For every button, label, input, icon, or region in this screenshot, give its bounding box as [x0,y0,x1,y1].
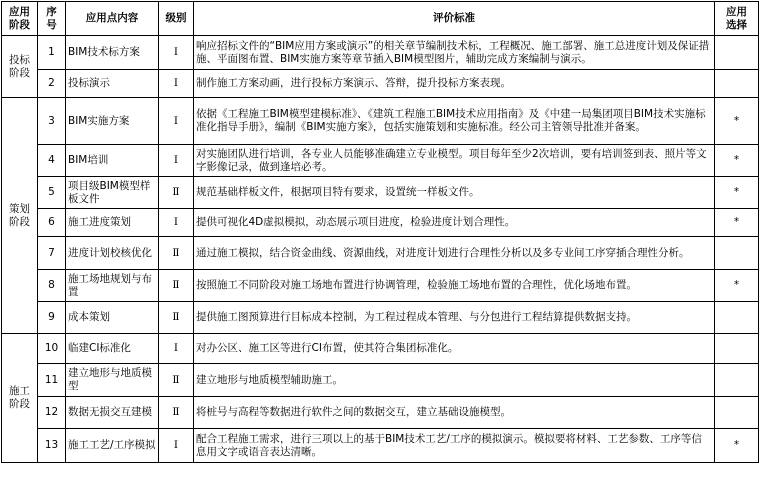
row-content: BIM技术标方案 [66,36,159,70]
row-grade: Ⅰ [159,36,194,70]
table-row [2,209,759,237]
row-content: 数据无损交互建模 [66,397,159,429]
table-row [2,397,759,429]
table-row [2,237,759,270]
row-content: 进度计划校核优化 [66,237,159,270]
table-row [2,36,759,70]
row-select [715,302,759,334]
row-criteria: 将桩号与高程等数据进行软件之间的数据交互，建立基础设施模型。 [194,397,715,429]
header-criteria: 评价标准 [194,2,715,36]
row-grade: Ⅱ [159,270,194,302]
row-criteria: 对实施团队进行培训，各专业人员能够准确建立专业模型。项目每年至少2次培训，要有培训签到表、照片等文字影像记录，做到逢培必考。 [194,145,715,177]
header-row [2,2,759,36]
row-no: 9 [38,302,66,334]
row-criteria: 提供施工图预算进行目标成本控制，为工程过程成本管理、与分包进行工程结算提供数据支持。 [194,302,715,334]
row-grade: Ⅱ [159,364,194,397]
row-grade: Ⅱ [159,177,194,209]
row-criteria: 规范基础样板文件，根据项目特有要求，设置统一样板文件。 [194,177,715,209]
row-select: * [715,209,759,237]
row-no: 2 [38,70,66,98]
row-no: 12 [38,397,66,429]
table-row [2,70,759,98]
row-select [715,70,759,98]
row-no: 8 [38,270,66,302]
stage-cell-bidding: 投标 阶段 [2,36,38,98]
row-criteria: 建立地形与地质模型辅助施工。 [194,364,715,397]
row-grade: Ⅱ [159,397,194,429]
bim-application-table [1,1,759,463]
row-grade: Ⅰ [159,98,194,145]
row-select: * [715,270,759,302]
table-row [2,145,759,177]
row-grade: Ⅱ [159,302,194,334]
row-content: 成本策划 [66,302,159,334]
table-row [2,98,759,145]
row-content: 建立地形与地质模型 [66,364,159,397]
row-select: * [715,429,759,463]
row-grade: Ⅰ [159,429,194,463]
table-row [2,334,759,364]
stage-cell-planning: 策划 阶段 [2,98,38,334]
row-no: 10 [38,334,66,364]
row-no: 1 [38,36,66,70]
row-content: 项目级BIM模型样板文件 [66,177,159,209]
header-no: 序 号 [38,2,66,36]
row-no: 7 [38,237,66,270]
row-content: 施工进度策划 [66,209,159,237]
row-no: 4 [38,145,66,177]
row-select [715,36,759,70]
row-criteria: 制作施工方案动画，进行投标方案演示、答辩，提升投标方案表现。 [194,70,715,98]
row-grade: Ⅰ [159,70,194,98]
row-criteria: 响应招标文件的“BIM应用方案或演示”的相关章节编制技术标，工程概况、施工部署、施工总进度计划及保证措施、平面图布置、BIM实施方案等章节插入BIM模型图片，辅助完成方案编制与演示。 [194,36,715,70]
row-criteria: 通过施工模拟，结合资金曲线、资源曲线，对进度计划进行合理性分析以及多专业间工序穿插合理性分析。 [194,237,715,270]
row-no: 6 [38,209,66,237]
stage-cell-construction: 施工 阶段 [2,334,38,463]
row-select: * [715,177,759,209]
row-select [715,397,759,429]
row-select [715,237,759,270]
header-grade: 级别 [159,2,194,36]
row-content: 施工场地规划与布置 [66,270,159,302]
row-content: 投标演示 [66,70,159,98]
row-criteria: 依据《工程施工BIM模型建模标准》、《建筑工程施工BIM技术应用指南》及《中建一局集团项目BIM技术实施标准化指导手册》，编制《BIM实施方案》，包括实施策划和实施标准。经公司主管领导批准并备案。 [194,98,715,145]
table-row [2,302,759,334]
header-stage: 应用 阶段 [2,2,38,36]
header-select: 应用 选择 [715,2,759,36]
row-grade: Ⅱ [159,237,194,270]
table-row [2,364,759,397]
row-content: BIM实施方案 [66,98,159,145]
table-row [2,270,759,302]
row-grade: Ⅰ [159,334,194,364]
header-content: 应用点内容 [66,2,159,36]
row-content: 施工工艺/工序模拟 [66,429,159,463]
row-criteria: 提供可视化4D虚拟模拟，动态展示项目进度，检验进度计划合理性。 [194,209,715,237]
row-grade: Ⅰ [159,145,194,177]
row-no: 3 [38,98,66,145]
row-select: * [715,145,759,177]
row-select [715,334,759,364]
row-content: BIM培训 [66,145,159,177]
row-criteria: 对办公区、施工区等进行CI布置，使其符合集团标准化。 [194,334,715,364]
row-criteria: 配合工程施工需求，进行三项以上的基于BIM技术工艺/工序的模拟演示。模拟要将材料、工艺参数、工序等信息用文字或语音表达清晰。 [194,429,715,463]
row-no: 11 [38,364,66,397]
row-select: * [715,98,759,145]
row-no: 13 [38,429,66,463]
row-criteria: 按照施工不同阶段对施工场地布置进行协调管理，检验施工场地布置的合理性，优化场地布置。 [194,270,715,302]
row-no: 5 [38,177,66,209]
row-content: 临建CI标准化 [66,334,159,364]
table-row [2,429,759,463]
row-grade: Ⅰ [159,209,194,237]
row-select [715,364,759,397]
table-row [2,177,759,209]
